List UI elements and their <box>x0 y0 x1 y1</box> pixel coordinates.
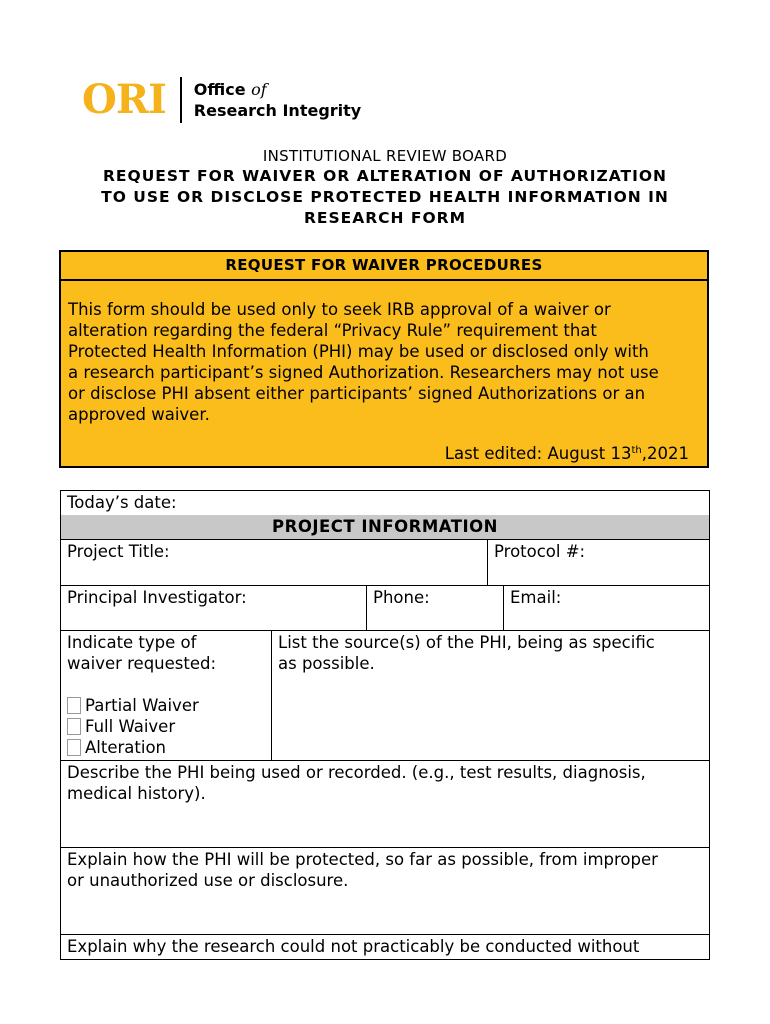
todays-date-field[interactable] <box>61 491 709 515</box>
logo-wordmark <box>194 79 361 121</box>
pi-label: Principal Investigator: <box>67 588 247 607</box>
last-edited-ordinal: th <box>631 445 642 456</box>
email-field[interactable] <box>504 586 709 630</box>
phi-description-label: Describe the PHI being used or recorded. (e.g., test results, diagnosis, <box>67 763 646 782</box>
procedures-line: alteration regarding the federal “Privacy Rule” requirement that <box>68 321 597 340</box>
procedures-heading: REQUEST FOR WAIVER PROCEDURES <box>61 252 707 281</box>
phone-field[interactable] <box>367 586 503 630</box>
alteration-option[interactable] <box>67 737 265 758</box>
phi-protection-label: Explain how the PHI will be protected, so far as possible, from improper <box>67 850 658 869</box>
partial-waiver-checkbox[interactable] <box>67 697 81 714</box>
project-title-field[interactable] <box>61 540 487 585</box>
procedures-body <box>61 281 707 425</box>
full-waiver-checkbox[interactable] <box>67 718 81 735</box>
procedures-line: Protected Health Information (PHI) may be used or disclosed only with <box>68 342 649 361</box>
project-information-heading: PROJECT INFORMATION <box>61 515 709 539</box>
alteration-label: Alteration <box>85 738 166 757</box>
form-title-line-3: RESEARCH FORM <box>303 209 467 227</box>
procedures-line: This form should be used only to seek IRB approval of a waiver or <box>68 300 611 319</box>
partial-waiver-option[interactable] <box>67 695 265 716</box>
form-title-line-2: TO USE OR DISCLOSE PROTECTED HEALTH INFORMATION IN <box>101 188 669 206</box>
waiver-procedures-box <box>59 250 709 468</box>
email-label: Email: <box>510 588 562 607</box>
procedures-line: a research participant’s signed Authorization. Researchers may not use <box>68 363 659 382</box>
ori-logo <box>82 74 361 126</box>
logo-of-text: of <box>251 80 267 99</box>
waiver-type-cell <box>61 631 271 760</box>
project-title-label: Project Title: <box>67 542 170 561</box>
phi-sources-label: List the source(s) of the PHI, being as specific <box>278 633 655 652</box>
practicability-label: Explain why the research could not practicably be conducted without <box>67 937 640 956</box>
full-waiver-option[interactable] <box>67 716 265 737</box>
document-title-block <box>40 146 730 229</box>
waiver-type-label: Indicate type of <box>67 633 197 652</box>
project-information-form <box>60 490 710 960</box>
todays-date-label: Today’s date: <box>67 493 177 512</box>
last-edited-suffix: ,2021 <box>641 444 689 463</box>
waiver-type-label: waiver requested: <box>67 654 217 673</box>
phi-protection-label: or unauthorized use or disclosure. <box>67 871 349 890</box>
procedures-line: approved waiver. <box>68 405 210 424</box>
protocol-number-field[interactable] <box>488 540 709 585</box>
last-edited-prefix: Last edited: August 13 <box>444 444 632 463</box>
alteration-checkbox[interactable] <box>67 739 81 756</box>
board-subtitle: INSTITUTIONAL REVIEW BOARD <box>262 147 508 165</box>
phi-sources-label: as possible. <box>278 654 375 673</box>
procedures-line: or disclose PHI absent either participants’ signed Authorizations or an <box>68 384 646 403</box>
partial-waiver-label: Partial Waiver <box>85 696 199 715</box>
form-title-line-1: REQUEST FOR WAIVER OR ALTERATION OF AUTHORIZATION <box>103 167 667 185</box>
logo-abbreviation: ORI <box>82 76 166 123</box>
phi-description-label: medical history). <box>67 784 206 803</box>
full-waiver-label: Full Waiver <box>85 717 176 736</box>
protocol-label: Protocol #: <box>494 542 586 561</box>
principal-investigator-field[interactable] <box>61 586 366 630</box>
phi-sources-field[interactable] <box>272 631 709 760</box>
practicability-field[interactable] <box>61 935 709 959</box>
logo-research-integrity-text: Research Integrity <box>193 101 362 120</box>
last-edited-date <box>445 443 689 464</box>
phi-description-field[interactable] <box>61 761 709 847</box>
logo-divider <box>180 77 182 123</box>
phi-protection-field[interactable] <box>61 848 709 934</box>
logo-office-text: Office <box>193 80 252 99</box>
phone-label: Phone: <box>373 588 430 607</box>
